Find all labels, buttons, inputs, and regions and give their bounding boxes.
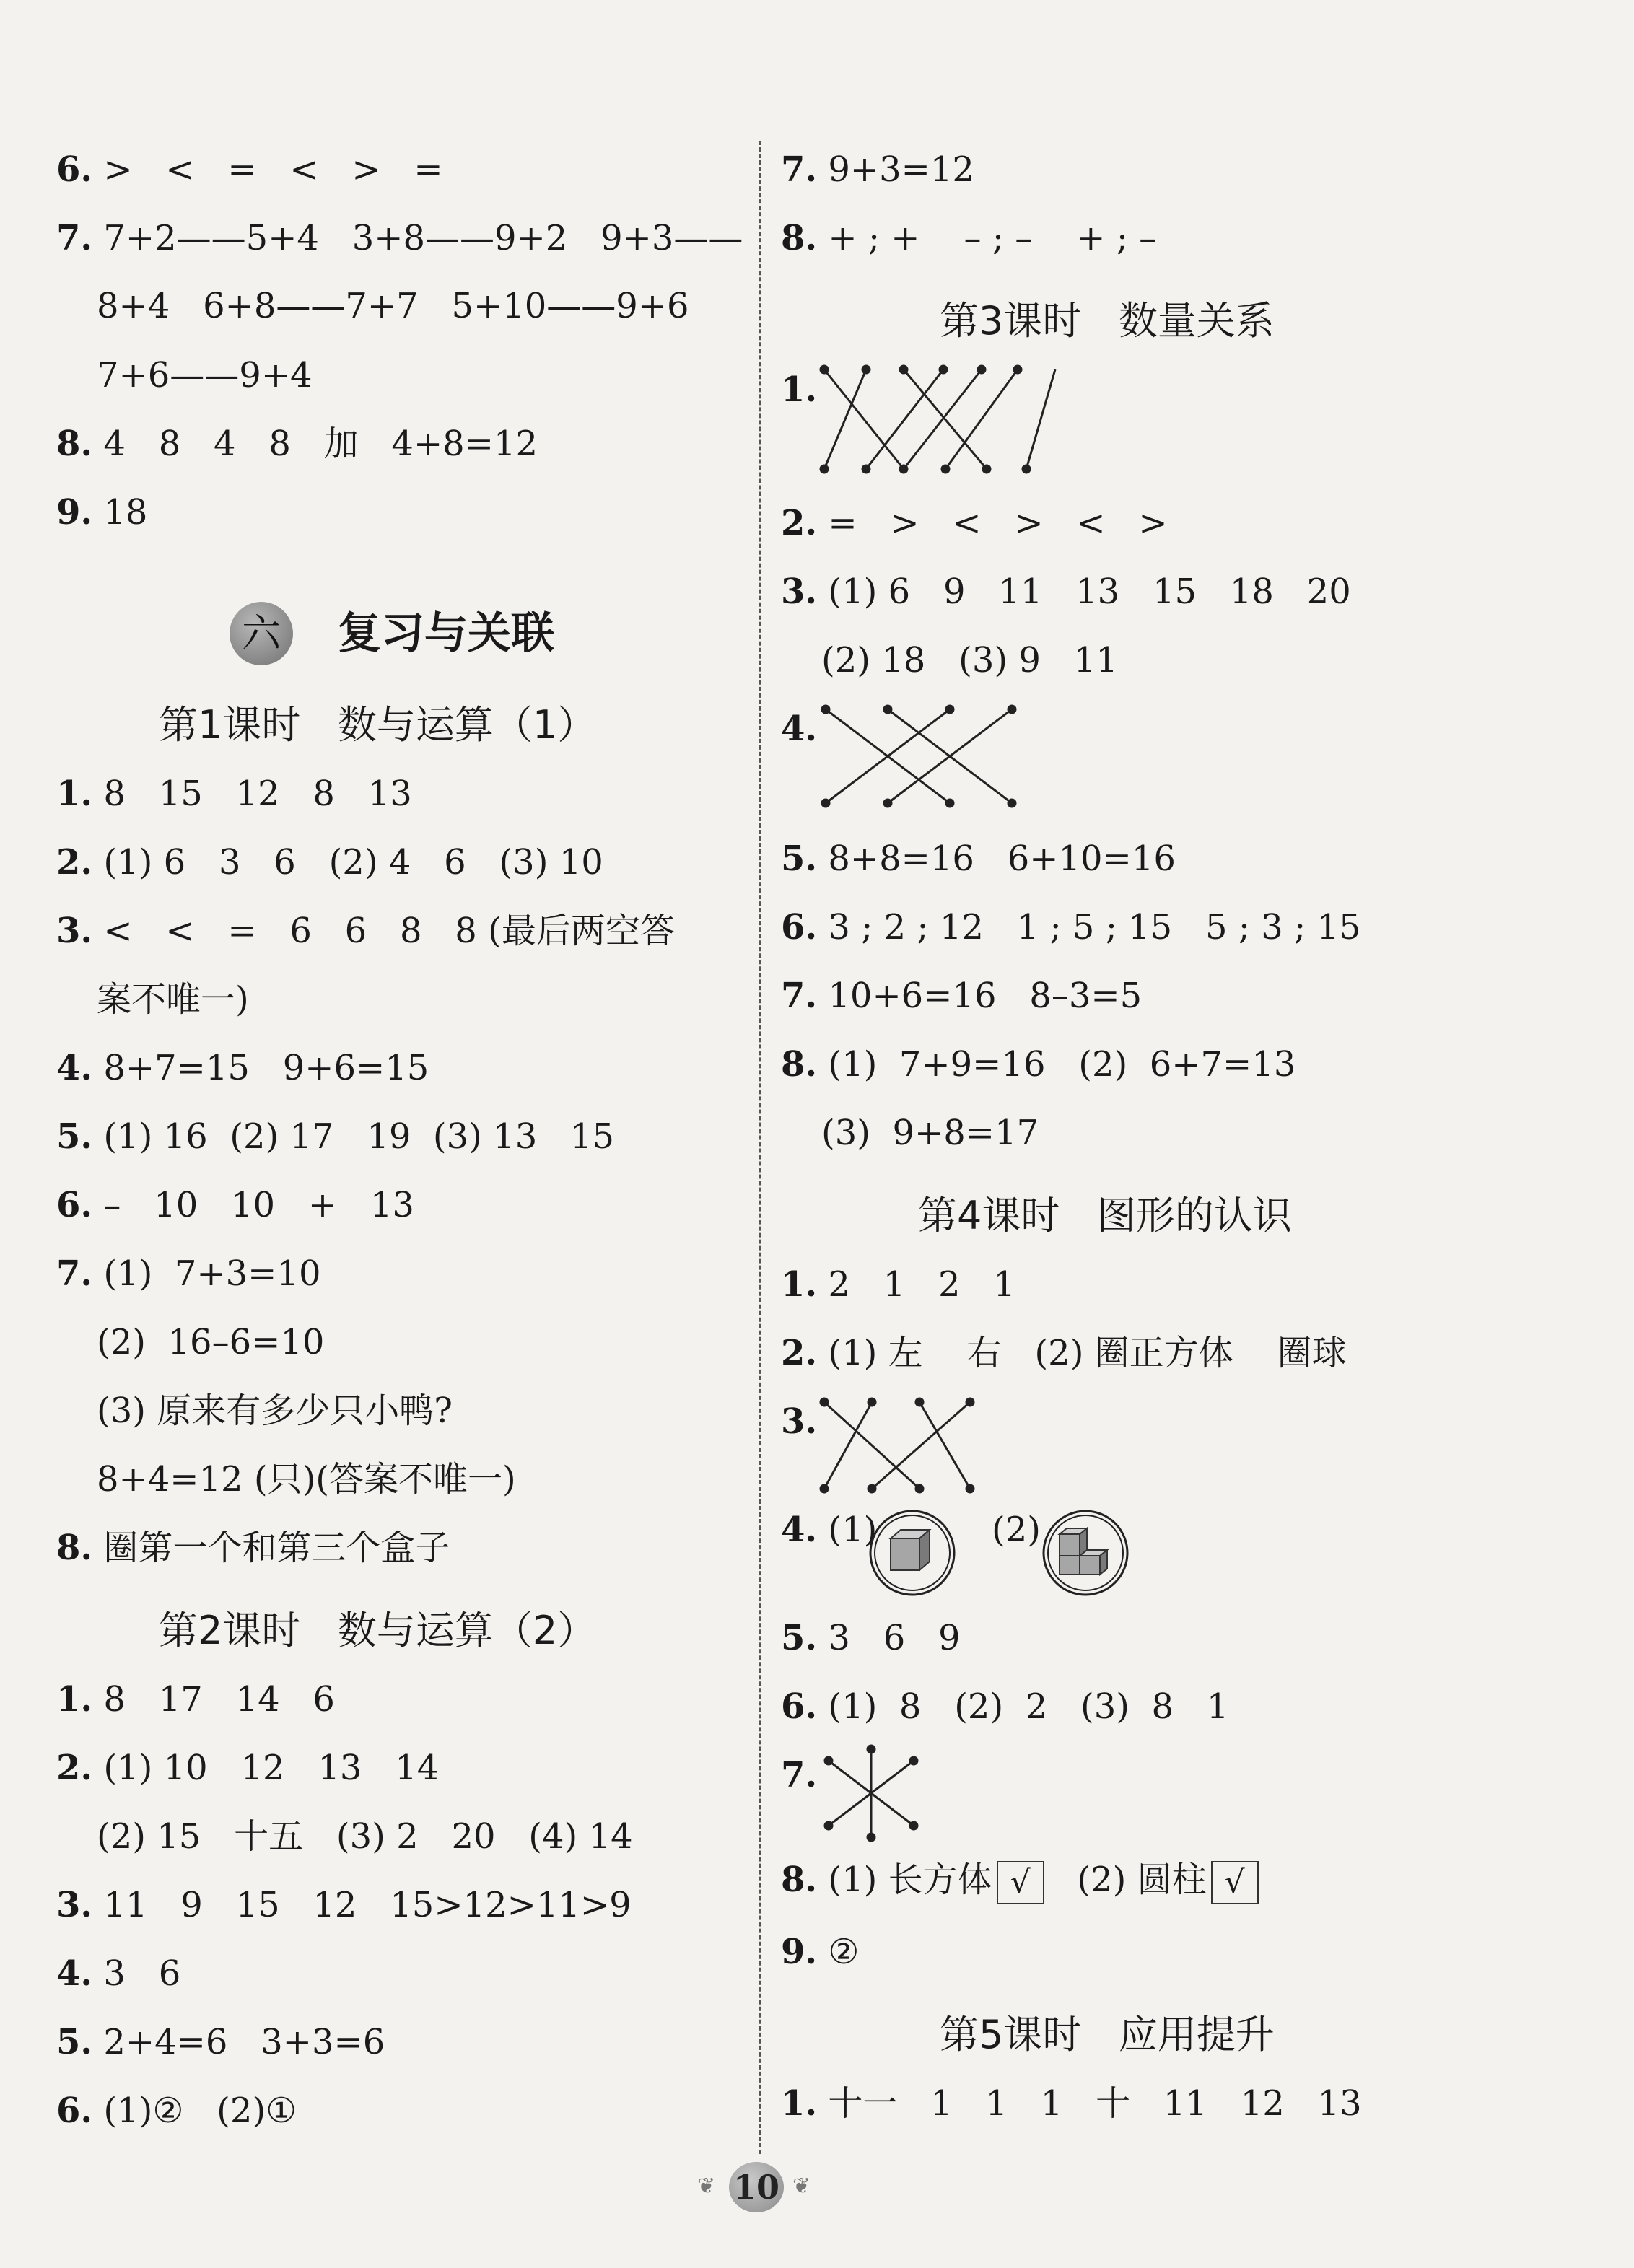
cube-circled-icon	[868, 1508, 961, 1602]
answer-line: 4.	[781, 709, 818, 749]
lesson-title: 第3课时 数量关系	[940, 298, 1275, 343]
crossing-lines-figure	[823, 704, 1039, 812]
unit-title: 复习与关联	[338, 608, 554, 659]
answer-line: 3. 11 9 15 12 15>12>11>9	[56, 1885, 632, 1925]
lesson-title: 第4课时 图形的认识	[918, 1193, 1292, 1238]
answer-line: (2) 15 十五 (3) 2 20 (4) 14	[97, 1816, 633, 1857]
answer-line: 6. – 10 10 + 13	[56, 1185, 414, 1225]
answer-line: 3. (1) 6 9 11 13 15 18 20	[781, 572, 1351, 612]
answer-line: 2. (1) 左 右 (2) 圈正方体 圈球	[781, 1333, 1347, 1373]
page-number-text: 10	[729, 2162, 784, 2212]
answer-line: 5. (1) 16 (2) 17 19 (3) 13 15	[56, 1116, 615, 1157]
matching-lines-figure	[824, 361, 1127, 483]
checkbox-cylinder: √	[1211, 1861, 1259, 1904]
answer-line: 1. 十一 1 1 1 十 11 12 13	[781, 2083, 1362, 2124]
stacked-cubes-circled-icon	[1041, 1508, 1135, 1602]
answer-line: (3) 9+8=17	[821, 1113, 1039, 1153]
column-divider	[759, 141, 761, 2154]
answer-line: 8+4=12 (只)(答案不唯一)	[97, 1459, 516, 1499]
shape-matching-lines-figure	[821, 1396, 1023, 1497]
answer-line: 4. (1)	[781, 1510, 878, 1550]
lesson-title: 第1课时 数与运算（1）	[159, 702, 597, 748]
star-lines-figure	[824, 1746, 932, 1840]
answer-line: (3) 原来有多少只小鸭?	[97, 1391, 453, 1431]
leaf-icon: ❦	[792, 2173, 811, 2199]
answer-line: 8. + ; + – ; – + ; –	[781, 218, 1157, 258]
answer-line: 5. 3 6 9	[781, 1618, 961, 1658]
answer-line: 1. 2 1 2 1	[781, 1264, 1015, 1305]
answer-line: (2)	[992, 1510, 1041, 1550]
unit-header	[230, 599, 663, 671]
answer-line: 8. 圈第一个和第三个盒子	[56, 1528, 450, 1568]
answer-line: 3.	[781, 1401, 818, 1442]
answer-line: 1. 8 15 12 8 13	[56, 774, 412, 814]
leaf-icon: ❦	[697, 2173, 716, 2199]
answer-line: 1.	[781, 369, 818, 410]
answer-line: 4. 3 6	[56, 1953, 181, 1994]
answer-line: 7.	[781, 1755, 818, 1795]
answer-line: 6. 3 ; 2 ; 12 1 ; 5 ; 15 5 ; 3 ; 15	[781, 907, 1361, 947]
lesson-title: 第5课时 应用提升	[940, 2012, 1275, 2057]
answer-line: 7+6——9+4	[97, 355, 313, 395]
answer-line: 9. ②	[781, 1932, 860, 1972]
answer-line: 8+4 6+8——7+7 5+10——9+6	[97, 286, 689, 326]
answer-line: (2) 18 (3) 9 11	[821, 640, 1118, 680]
answer-line: 9. 18	[56, 492, 148, 533]
answer-line: 7. 7+2——5+4 3+8——9+2 9+3——	[56, 218, 743, 258]
answer-line: 1. 8 17 14 6	[56, 1679, 335, 1720]
answer-line: 2. = > < > < >	[781, 503, 1168, 543]
answer-line: 5. 8+8=16 6+10=16	[781, 839, 1176, 879]
answer-line: 6. (1) 8 (2) 2 (3) 8 1	[781, 1686, 1229, 1727]
answer-line: 6. (1)② (2)①	[56, 2090, 297, 2131]
answer-line: (2) 16–6=10	[97, 1322, 325, 1362]
answer-line: 6. > < = < > =	[56, 149, 443, 190]
answer-line: 案不唯一)	[97, 979, 249, 1020]
lesson-title: 第2课时 数与运算（2）	[159, 1608, 597, 1653]
answer-line: 7. 9+3=12	[781, 149, 974, 190]
answer-line: 4. 8+7=15 9+6=15	[56, 1048, 429, 1088]
page-number	[697, 2158, 811, 2215]
answer-line: 8. 4 8 4 8 加 4+8=12	[56, 424, 538, 464]
answer-line: 5. 2+4=6 3+3=6	[56, 2022, 385, 2062]
answer-line: 7. 10+6=16 8–3=5	[781, 976, 1143, 1016]
checkbox-cuboid: √	[997, 1861, 1044, 1904]
answer-line: 7. (1) 7+3=10	[56, 1253, 321, 1294]
answer-line: 8. (1) 7+9=16 (2) 6+7=13	[781, 1044, 1296, 1085]
answer-line: 8. (1) 长方体 √ (2) 圆柱 √	[781, 1858, 1259, 1904]
unit-number-badge: 六	[230, 602, 293, 665]
answer-line: 3. < < = 6 6 8 8 (最后两空答	[56, 911, 675, 951]
answer-line: 2. (1) 10 12 13 14	[56, 1748, 440, 1788]
answer-line: 2. (1) 6 3 6 (2) 4 6 (3) 10	[56, 842, 603, 883]
